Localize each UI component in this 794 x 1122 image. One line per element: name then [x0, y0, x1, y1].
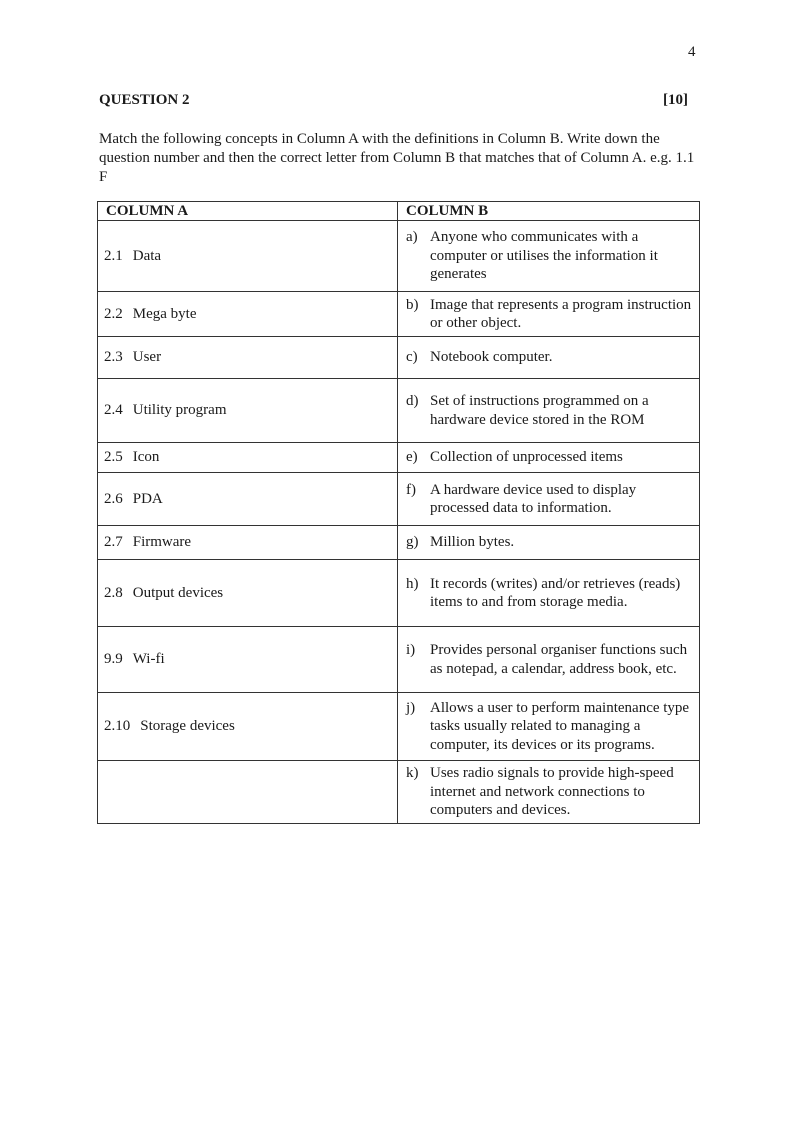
concept-term: Firmware [132, 534, 192, 550]
question-number: 9.9 [104, 651, 123, 667]
column-a-cell [98, 379, 398, 443]
column-b-cell [398, 761, 700, 824]
column-b-header: COLUMN B [398, 202, 700, 221]
definition-letter: c) [406, 349, 418, 366]
definition-letter: j) [406, 699, 416, 716]
table-row [98, 560, 700, 627]
question-heading [99, 92, 688, 109]
concept-term: PDA [132, 490, 163, 507]
table-row [98, 693, 700, 761]
column-b-cell [398, 379, 700, 443]
question-number: 2.10 [104, 718, 131, 734]
definition-letter: g) [406, 534, 419, 551]
concept-term: Storage devices [140, 718, 235, 734]
definition-text: Provides personal organiser functions such as notepad, a calendar, address book, etc. [430, 642, 688, 677]
definition-letter: k) [406, 765, 419, 781]
table-row [98, 761, 700, 824]
column-b-cell [398, 627, 700, 693]
column-b-cell [398, 560, 700, 627]
column-a-header: COLUMN A [98, 202, 398, 221]
concept-term: Utility program [132, 402, 227, 418]
column-b-cell [398, 473, 700, 526]
column-a-cell [98, 443, 398, 473]
question-marks: [10] [663, 92, 688, 108]
definition-letter: d) [406, 393, 419, 409]
table-row [98, 221, 700, 292]
question-number: 2.6 [104, 490, 123, 507]
question-number: 2.5 [104, 449, 123, 465]
definition-letter: i) [406, 642, 416, 658]
column-a-cell [98, 473, 398, 526]
column-b-cell [398, 292, 700, 337]
concept-term: Mega byte [132, 305, 197, 322]
definition-text: Anyone who communicates with a computer or utilises the information it generates [430, 229, 658, 283]
definition-text: Allows a user to perform maintenance type tasks usually related to managing a computer, its devices or its programs. [430, 699, 690, 753]
concept-term: User [132, 349, 162, 365]
table-row [98, 292, 700, 337]
table-row [98, 337, 700, 379]
matching-table [97, 201, 700, 824]
question-number: 2.1 [104, 247, 123, 264]
column-b-cell [398, 693, 700, 761]
table-row [98, 379, 700, 443]
definition-text: It records (writes) and/or retrieves (reads) items to and from storage media. [430, 575, 681, 610]
column-b-cell [398, 337, 700, 379]
table-row [98, 443, 700, 473]
question-number: 2.7 [104, 534, 123, 550]
concept-term: Output devices [132, 584, 224, 601]
definition-text: Million bytes. [430, 534, 515, 551]
question-number: 2.4 [104, 402, 123, 418]
question-title: QUESTION 2 [99, 92, 190, 108]
question-number: 2.3 [104, 349, 123, 365]
column-a-cell [98, 560, 398, 627]
column-a-cell [98, 761, 398, 824]
column-a-cell [98, 292, 398, 337]
table-row [98, 627, 700, 693]
concept-term: Icon [132, 449, 160, 465]
column-b-cell [398, 526, 700, 560]
table-row [98, 526, 700, 560]
table-row [98, 473, 700, 526]
definition-letter: b) [406, 296, 419, 313]
definition-letter: a) [406, 229, 418, 246]
definition-letter: f) [406, 481, 416, 498]
concept-term: Wi-fi [132, 651, 165, 667]
column-a-cell [98, 526, 398, 560]
column-b-cell [398, 221, 700, 292]
table-body [98, 221, 700, 824]
definition-text: Image that represents a program instruction or other object. [430, 296, 692, 331]
table-header-row [98, 202, 700, 221]
column-b-cell [398, 443, 700, 473]
page-number: 4 [688, 44, 696, 60]
definition-text: Uses radio signals to provide high-speed internet and network connections to computers and devices. [430, 765, 674, 818]
question-number: 2.8 [104, 584, 123, 601]
definition-text: Collection of unprocessed items [430, 449, 623, 466]
definition-letter: e) [406, 449, 418, 466]
definition-text: Notebook computer. [430, 349, 553, 366]
definition-letter: h) [406, 575, 419, 592]
definition-text: Set of instructions programmed on a hardware device stored in the ROM [430, 393, 649, 428]
concept-term: Data [132, 247, 162, 264]
question-number: 2.2 [104, 305, 123, 322]
question-instructions: Match the following concepts in Column A with the definitions in Column B. Write down the question number and then the correct letter from Column B that matches that of Column A. e.g. 1.1 F [99, 131, 695, 185]
definition-text: A hardware device used to display processed data to information. [430, 481, 637, 516]
column-a-cell [98, 337, 398, 379]
column-a-cell [98, 221, 398, 292]
column-a-cell [98, 627, 398, 693]
column-a-cell [98, 693, 398, 761]
